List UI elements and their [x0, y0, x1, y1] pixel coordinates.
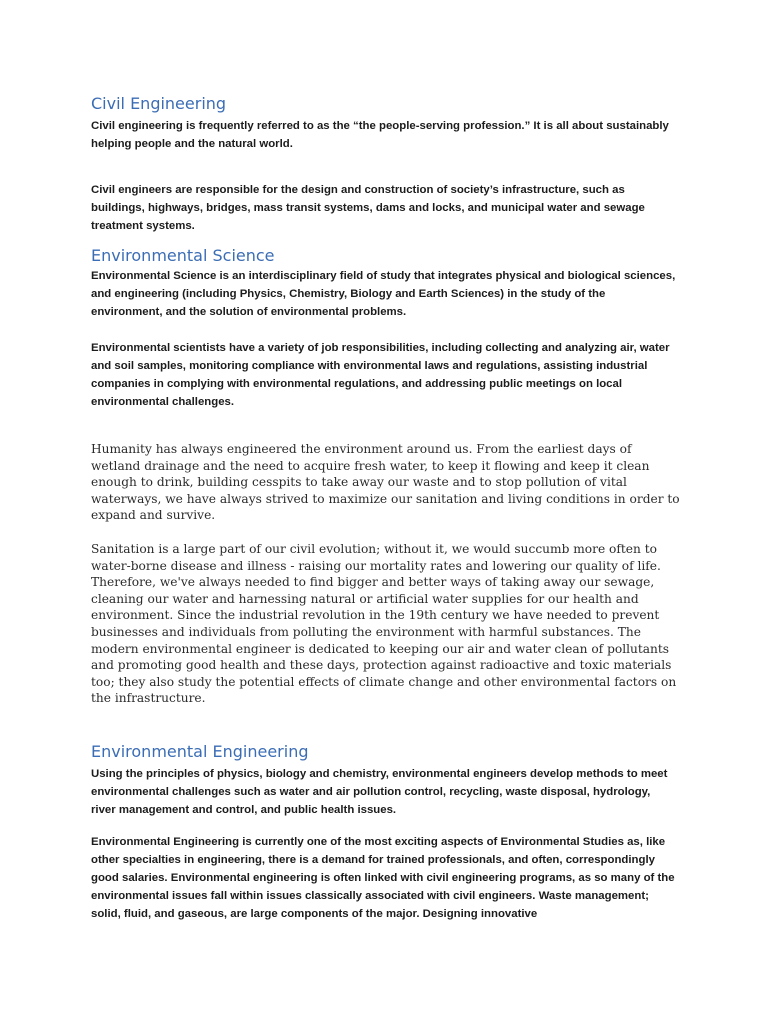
environmental-science-paragraph-2: Environmental scientists have a variety of job responsibilities, including collecting and analyzing air, water and soil samples, monitoring compliance with environmental laws and regulations, assisting industrial companies in complying with environmental regulations, and addressing public meetings on local environmental challenges.	[91, 342, 670, 408]
environmental-science-paragraph-1: Environmental Science is an interdisciplinary field of study that integrates physical and biological sciences, and engineering (including Physics, Chemistry, Biology and Earth Sciences) in the study of the environment, and the solution of environmental problems.	[91, 270, 676, 318]
body-paragraph-humanity: Humanity has always engineered the environment around us. From the earliest days of wetland drainage and the need to acquire fresh water, to keep it flowing and keep it clean enough to drink, building cesspits to take away our waste and to stop pollution of vital waterways, we have always strived to maximize our sanitation and living conditions in order to expand and survive.	[91, 442, 680, 523]
body-paragraph-sanitation: Sanitation is a large part of our civil evolution; without it, we would succumb more often to water-borne disease and illness - raising our mortality rates and lowering our quality of life. Therefore, we've always needed to find bigger and better ways of taking away our sewage, cleaning our water and harnessing natural or artificial water supplies for our health and environment. Since the industrial revolution in the 19th century we have needed to prevent businesses and individuals from polluting the environment with harmful substances. The modern environmental engineer is dedicated to keeping our air and water clean of pollutants and promoting good health and these days, protection against radioactive and toxic materials too; they also study the potential effects of climate change and other environmental factors on the infrastructure.	[91, 542, 677, 706]
environmental-engineering-paragraph-1: Using the principles of physics, biology and chemistry, environmental engineers develop methods to meet environmental challenges such as water and air pollution control, recycling, waste disposal, hydrology, river management and control, and public health issues.	[91, 768, 668, 816]
civil-engineering-paragraph-1: Civil engineering is frequently referred to as the “the people-serving profession.” It is all about sustainably helping people and the natural world.	[91, 120, 669, 150]
civil-engineering-paragraph-2: Civil engineers are responsible for the design and construction of society’s infrastructure, such as buildings, highways, bridges, mass transit systems, dams and locks, and municipal water and sewage treatment systems.	[91, 184, 645, 232]
heading-civil-engineering: Civil Engineering	[91, 94, 227, 113]
heading-environmental-engineering: Environmental Engineering	[91, 742, 309, 761]
environmental-engineering-paragraph-2: Environmental Engineering is currently one of the most exciting aspects of Environmental Studies as, like other specialties in engineering, there is a demand for trained professionals, and often, correspondingly good salaries. Environmental engineering is often linked with civil engineering programs, as so many of the environmental issues fall within issues classically associated with civil engineers. Waste management; solid, fluid, and gaseous, are large components of the major. Designing innovative	[91, 836, 675, 920]
heading-environmental-science: Environmental Science	[91, 246, 275, 265]
